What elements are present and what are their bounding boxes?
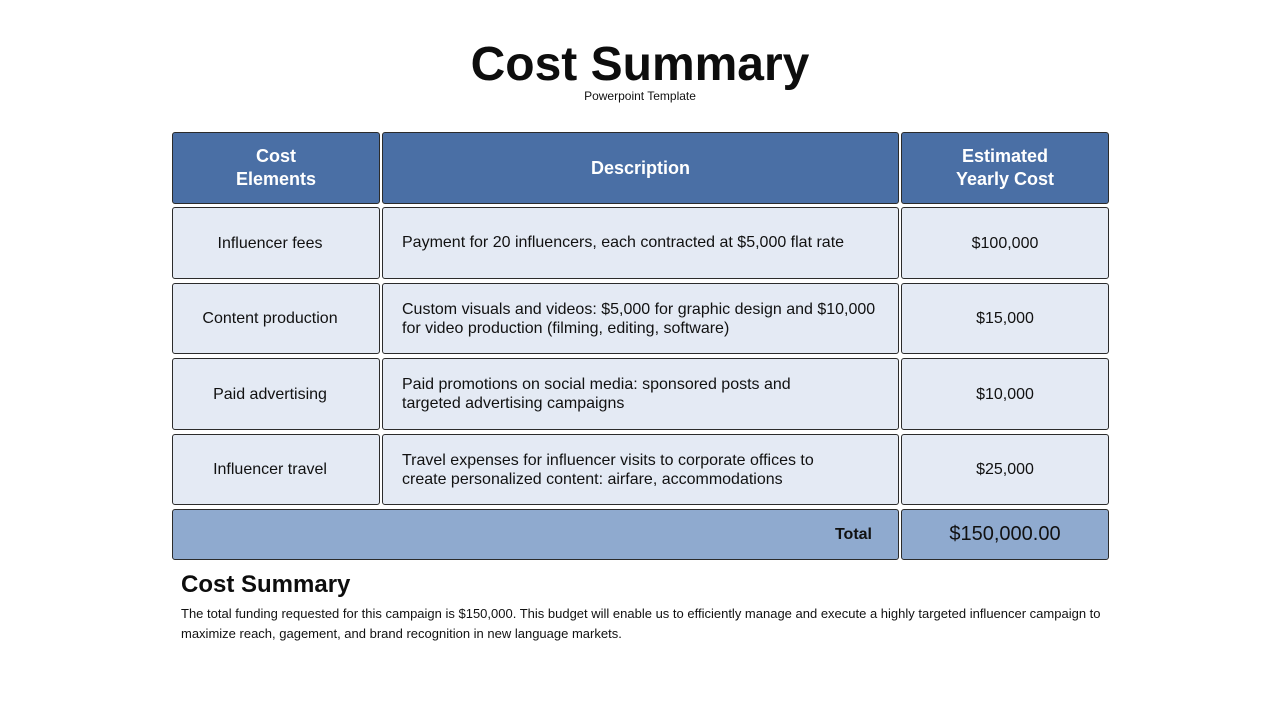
- row-1-description: [382, 207, 899, 279]
- row-3-cost: [901, 358, 1109, 430]
- row-4-description-text: Travel expenses for influencer visits to corporate offices to create personalized content: airfare, accommodations: [402, 451, 814, 488]
- header-description: [382, 132, 899, 204]
- total-value-cell: [901, 509, 1109, 560]
- row-2-description: [382, 283, 899, 354]
- header-cost-elements-label: Cost Elements: [235, 146, 317, 189]
- row-3-element: [172, 358, 380, 430]
- row-3-cost-text: $10,000: [976, 385, 1034, 403]
- row-4-cost: [901, 434, 1109, 505]
- row-2-description-text: Custom visuals and videos: $5,000 for graphic design and $10,000 for video production (filming, editing, software): [402, 300, 876, 337]
- row-3-description: [382, 358, 899, 430]
- header-cost-elements: [172, 132, 380, 204]
- row-3-element-text: Paid advertising: [213, 385, 327, 403]
- summary-heading: Cost Summary: [181, 571, 351, 598]
- total-label-cell: [172, 509, 899, 560]
- row-2-element: [172, 283, 380, 354]
- summary-text: The total funding requested for this campaign is $150,000. This budget will enable us to efficiently manage and execute a highly targeted influencer campaign to maximize reach, gagement, and brand recognition in new language markets.: [181, 606, 1101, 641]
- row-3-description-text: Paid promotions on social media: sponsored posts and targeted advertising campaigns: [402, 376, 791, 412]
- row-2-cost-text: $15,000: [976, 310, 1034, 327]
- header-description-label: Description: [590, 157, 691, 178]
- row-4-description: [382, 434, 899, 505]
- row-2-element-text: Content production: [202, 310, 338, 327]
- row-1-element: [172, 207, 380, 279]
- page-subtitle: Powerpoint Template: [584, 89, 696, 103]
- row-1-element-text: Influencer fees: [217, 234, 323, 252]
- row-4-element: [172, 434, 380, 505]
- header-estimated-yearly-cost: [901, 132, 1109, 204]
- row-2-cost: [901, 283, 1109, 354]
- row-1-cost-text: $100,000: [971, 234, 1039, 252]
- header-estimated-yearly-cost-label: Estimated Yearly Cost: [955, 146, 1055, 189]
- page-title: Cost Summary: [470, 38, 810, 91]
- total-label: Total: [834, 525, 872, 543]
- total-value: $150,000.00: [949, 523, 1061, 545]
- row-1-cost: [901, 207, 1109, 279]
- row-4-element-text: Influencer travel: [213, 461, 327, 478]
- row-1-description-text: Payment for 20 influencers, each contracted at $5,000 flat rate: [402, 234, 845, 251]
- row-4-cost-text: $25,000: [976, 461, 1034, 478]
